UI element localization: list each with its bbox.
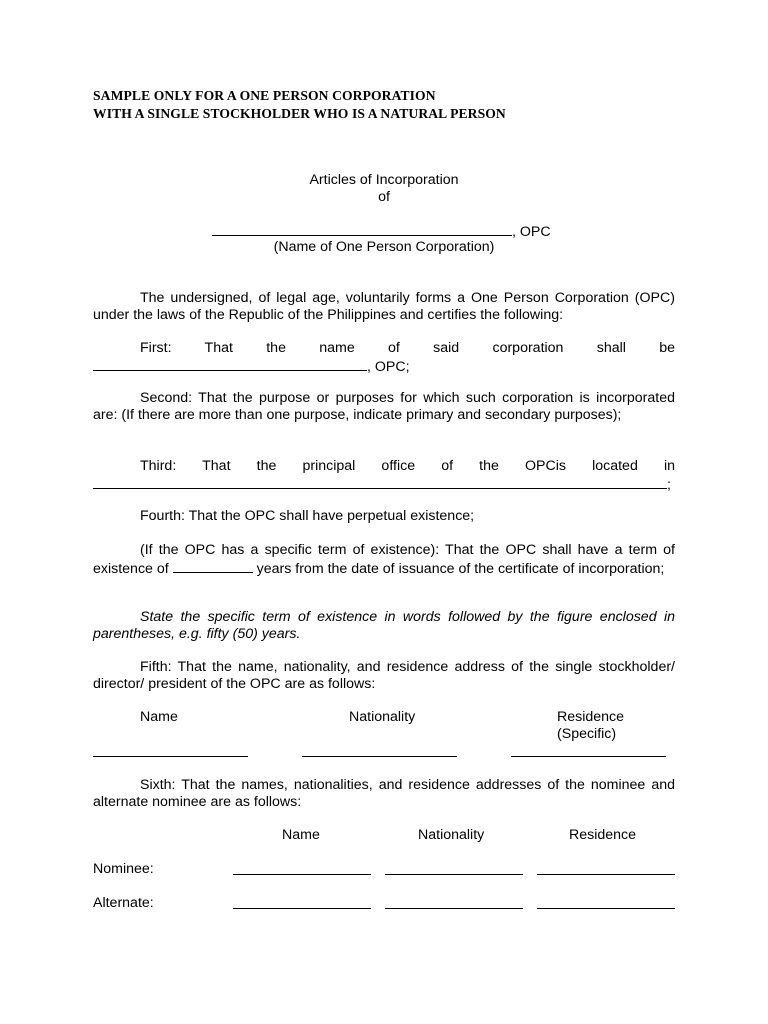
fifth-col-name: Name: [140, 709, 178, 725]
first-article-name-blank[interactable]: [93, 357, 367, 371]
stockholder-nationality-blank[interactable]: [302, 756, 457, 757]
alternate-nationality-blank[interactable]: [385, 908, 523, 909]
corporation-name-line: [212, 222, 551, 239]
nominee-nationality-blank[interactable]: [385, 874, 523, 875]
first-article-line: First: That the name of said corporation shall be: [140, 340, 675, 356]
intro-paragraph: The undersigned, of legal age, voluntarily forms a One Person Corporation (OPC) under the laws of the Republic of the Philippines and certifies the following:: [93, 290, 675, 323]
heading-line-2: WITH A SINGLE STOCKHOLDER WHO IS A NATURAL PERSON: [93, 106, 506, 121]
nominee-residence-blank[interactable]: [537, 874, 675, 875]
document-title: Articles of Incorporation: [309, 172, 459, 188]
sample-heading: [93, 87, 506, 123]
stockholder-residence-blank[interactable]: [511, 756, 666, 757]
sixth-col-name: Name: [282, 827, 320, 843]
first-article-suffix: , OPC;: [367, 359, 410, 375]
fourth-article: Fourth: That the OPC shall have perpetual existence;: [140, 508, 475, 524]
corporation-name-suffix: , OPC: [512, 224, 551, 240]
term-paragraph: [93, 542, 675, 578]
term-instruction-note: State the specific term of existence in words followed by the figure enclosed in parentheses, e.g. fifty (50) years.: [93, 609, 675, 642]
fifth-col-residence: Residence: [557, 709, 625, 725]
nominee-row-label: Nominee:: [93, 861, 154, 877]
term-years-blank[interactable]: [173, 559, 253, 573]
sixth-col-nationality: Nationality: [418, 827, 485, 843]
fifth-col-residence-specific: (Specific): [557, 726, 617, 742]
fifth-col-nationality: Nationality: [349, 709, 416, 725]
third-article-suffix: ;: [667, 477, 671, 493]
sixth-article: Sixth: That the names, nationalities, and residence addresses of the nominee and alternate nominee are as follows:: [93, 777, 675, 810]
corporation-name-caption: (Name of One Person Corporation): [273, 239, 495, 255]
first-article-name-line: [93, 357, 410, 374]
corporation-name-blank[interactable]: [212, 222, 512, 236]
term-text-2: years from the date of issuance of the certificate of incorporation;: [256, 561, 665, 577]
stockholder-name-blank[interactable]: [93, 756, 248, 757]
sixth-col-residence: Residence: [569, 827, 637, 843]
term-text-1: (If the OPC has a specific term of existence): That the OPC shall have a term of existence of: [93, 542, 675, 577]
nominee-name-blank[interactable]: [233, 874, 371, 875]
third-article-address-line: [93, 475, 671, 492]
principal-office-blank[interactable]: [93, 475, 667, 489]
fifth-article: Fifth: That the name, nationality, and residence address of the single stockholder/ director/ president of the OPC are as follows:: [93, 659, 675, 692]
third-article-line: Third: That the principal office of the OPCis located in: [140, 458, 675, 474]
alternate-name-blank[interactable]: [233, 908, 371, 909]
document-title-of: of: [378, 189, 390, 205]
alternate-residence-blank[interactable]: [537, 908, 675, 909]
second-article: Second: That the purpose or purposes for which such corporation is incorporated are: (If there are more than one purpose, indicate primary and secondary purposes);: [93, 390, 675, 423]
alternate-row-label: Alternate:: [93, 895, 154, 911]
heading-line-1: SAMPLE ONLY FOR A ONE PERSON CORPORATION: [93, 88, 436, 103]
